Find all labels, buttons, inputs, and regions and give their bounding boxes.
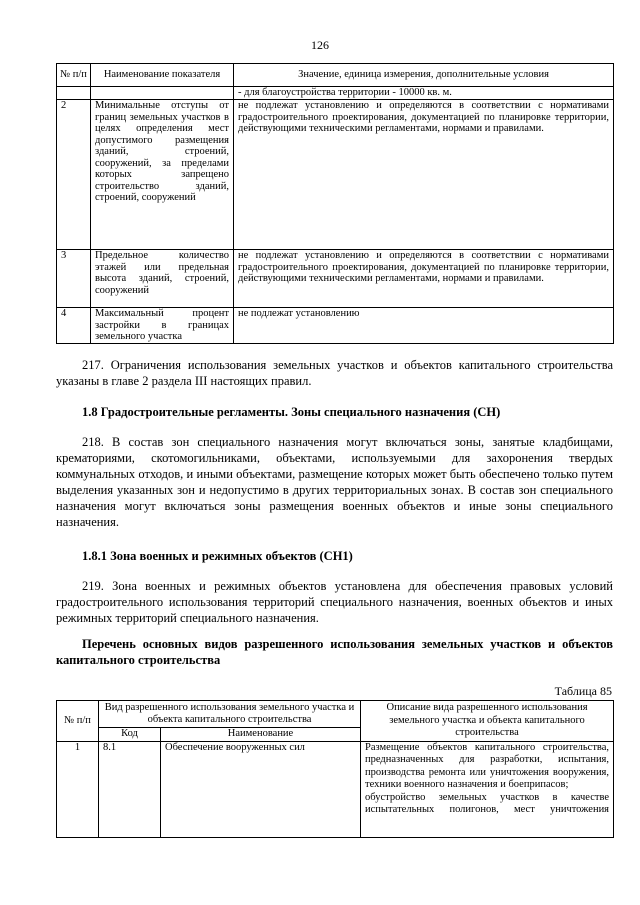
paragraph-217: 217. Ограничения использования земельных участков и объектов капитального строительства указаны в главе 2 раздела III настоящих правил. [56, 358, 613, 388]
description-part-1: Размещение объектов капитального строительства, предназначенных для разработки, испытания, производства ремонта или уничтожения вооружения, техники военного назначения и боеприпасов; [365, 741, 610, 790]
row-indicator-name: Максимальный процент застройки в границах земельного участка [91, 308, 234, 344]
continuation-value: - для благоустройства территории - 10000 кв. м. [234, 87, 614, 100]
row-num: 4 [57, 308, 91, 344]
list-title: Перечень основных видов разрешенного использования земельных участков и объектов капитального строительства [56, 637, 613, 667]
section-heading-1-8: 1.8 Градостроительные регламенты. Зоны специального назначения (СН) [82, 405, 501, 419]
table-row [57, 250, 614, 308]
header-name: Наименование [161, 728, 361, 742]
description-part-2: обустройство земельных участков в качестве испытательных полигонов, мест уничтожения [365, 791, 610, 815]
section-heading-1-8-1: 1.8.1 Зона военных и режимных объектов (СН1) [82, 549, 353, 563]
row-code: 8.1 [99, 741, 161, 837]
header-indicator-name: Наименование показателя [91, 64, 234, 87]
row-value: не подлежат установлению [234, 308, 614, 344]
header-value: Значение, единица измерения, дополнительные условия [234, 64, 614, 87]
row-num: 3 [57, 250, 91, 308]
header-code: Код [99, 728, 161, 742]
indicators-table [56, 63, 614, 344]
table-row [57, 308, 614, 344]
row-indicator-name: Минимальные отступы от границ земельных участков в целях определения мест допустимого размещения зданий, строений, сооружений, за пределами которых запрещено строительство зданий, строений, сооружений [91, 100, 234, 250]
row-name: Обеспечение вооруженных сил [161, 741, 361, 837]
row-description [361, 741, 614, 837]
paragraph-218: 218. В состав зон специального назначения могут включаться зоны, занятые кладбищами, крематориями, скотомогильниками, объектами, используемыми для захоронения твердых коммунальных отходов, и иными объектами, размещение которых может быть обеспечено только путем выделения указанных зон и недопустимо в других территориальных зонах. В состав зон специального назначения могут включаться зоны размещения военных объектов и иные зоны специального назначения. [56, 435, 613, 529]
header-description: Описание вида разрешенного использования земельного участка и объекта капитального строительства [361, 701, 614, 742]
page-number: 126 [311, 38, 329, 52]
header-use-type: Вид разрешенного использования земельного участка и объекта капитального строительства [99, 701, 361, 728]
table-row [57, 741, 614, 837]
row-num: 1 [57, 741, 99, 837]
row-value: не подлежат установлению и определяются в соответствии с нормативами градостроительного проектирования, документацией по планировке территории, действующими техническими регламентами, нормами и правилами. [234, 250, 614, 308]
row-num: 2 [57, 100, 91, 250]
paragraph-219: 219. Зона военных и режимных объектов установлена для обеспечения правовых условий градостроительного использования территорий специального назначения, военных объектов и иных режимных территорий специального назначения. [56, 579, 613, 625]
table-header-row [57, 64, 614, 87]
row-indicator-name: Предельное количество этажей или предельная высота зданий, строений, сооружений [91, 250, 234, 308]
table-row [57, 87, 614, 100]
table-header-row [57, 701, 614, 728]
permitted-uses-table [56, 700, 614, 838]
table-caption: Таблица 85 [554, 684, 612, 698]
table-row [57, 100, 614, 250]
row-value: не подлежат установлению и определяются в соответствии с нормативами градостроительного проектирования, документацией по планировке территории, действующими техническими регламентами, нормами и правилами. [234, 100, 614, 250]
header-num: № п/п [57, 64, 91, 87]
header-num: № п/п [57, 701, 99, 742]
